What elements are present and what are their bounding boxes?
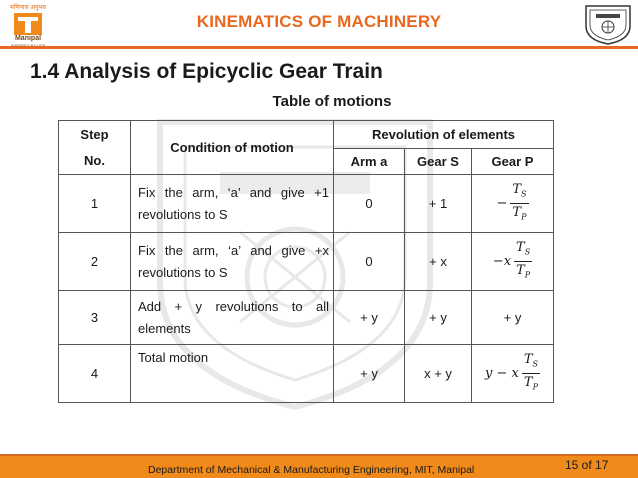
- motion-table: [58, 120, 554, 403]
- formula-num: T: [512, 182, 522, 198]
- row-condition-text: Fix the arm, ‘a’ and give +1 revolutions to S: [138, 184, 329, 222]
- formula-prefix: −x: [492, 254, 512, 269]
- row-step: 3: [59, 291, 131, 345]
- row-arm: + y: [334, 345, 405, 403]
- logo-mark-icon: [14, 13, 42, 35]
- logo-hindi-text: मणिपाल अनुभव: [10, 5, 46, 11]
- row-step: 4: [59, 345, 131, 403]
- footer-department: Department of Mechanical & Manufacturing Engineering, MIT, Manipal: [148, 464, 475, 476]
- institution-seal-icon: [582, 2, 634, 46]
- row-arm: 0: [334, 175, 405, 233]
- row-step: 1: [59, 175, 131, 233]
- header-condition: Condition of motion: [131, 121, 334, 175]
- header-step-line2: No.: [84, 152, 105, 168]
- row-step: 2: [59, 233, 131, 291]
- header-revolution: Revolution of elements: [334, 121, 554, 149]
- row-gear-s: x + y: [405, 345, 472, 403]
- formula-num-sub: S: [524, 248, 531, 257]
- table-row: [59, 291, 554, 345]
- row-condition: [131, 345, 334, 403]
- formula-prefix: −: [496, 196, 508, 211]
- header-arm: Arm a: [334, 149, 405, 175]
- page-number: 15 of 17: [565, 458, 609, 472]
- course-title: KINEMATICS OF MACHINERY: [196, 12, 442, 31]
- formula-num: T: [516, 240, 525, 256]
- table-row: [59, 345, 554, 403]
- formula-num: T: [523, 352, 533, 368]
- row-condition-text: Total motion: [138, 350, 209, 365]
- row-condition-text: Fix the arm, ‘a’ and give +x revolutions to S: [138, 242, 329, 280]
- row-arm: 0: [334, 233, 405, 291]
- formula-den: T: [516, 263, 525, 278]
- table-row: [59, 175, 554, 233]
- formula-den-sub: P: [532, 382, 538, 392]
- header-step: [59, 121, 131, 175]
- row-gear-s: + y: [405, 291, 472, 345]
- header-step-line1: Step: [80, 126, 109, 142]
- table-caption: Table of motions: [272, 93, 392, 110]
- row-gear-p: [472, 233, 554, 291]
- row-condition: [131, 233, 334, 291]
- row-gear-p: [472, 175, 554, 233]
- formula-den: T: [512, 205, 522, 220]
- formula-num-sub: S: [532, 360, 538, 369]
- row-gear-p: [472, 345, 554, 403]
- formula-den: T: [523, 375, 533, 390]
- formula-den-sub: P: [524, 270, 531, 280]
- ratio-formula: [496, 181, 528, 225]
- logo-name: Manipal: [14, 35, 42, 42]
- row-condition: [131, 291, 334, 345]
- formula-prefix: y − x: [485, 366, 519, 381]
- row-gear-s: + 1: [405, 175, 472, 233]
- row-condition-text: Add + y revolutions to all elements: [138, 298, 329, 336]
- manipal-logo: [9, 4, 47, 48]
- formula-den-sub: P: [521, 212, 527, 222]
- header-divider: [0, 46, 638, 49]
- header-gear-p: Gear P: [472, 149, 554, 175]
- row-condition: [131, 175, 334, 233]
- ratio-formula: [485, 351, 540, 395]
- table-row: [59, 233, 554, 291]
- ratio-formula: [493, 239, 532, 283]
- row-gear-s: + x: [405, 233, 472, 291]
- row-arm: + y: [334, 291, 405, 345]
- row-gear-p: + y: [472, 291, 554, 345]
- header-gear-s: Gear S: [405, 149, 472, 175]
- slide-heading: 1.4 Analysis of Epicyclic Gear Train: [30, 60, 383, 83]
- formula-num-sub: S: [521, 190, 527, 199]
